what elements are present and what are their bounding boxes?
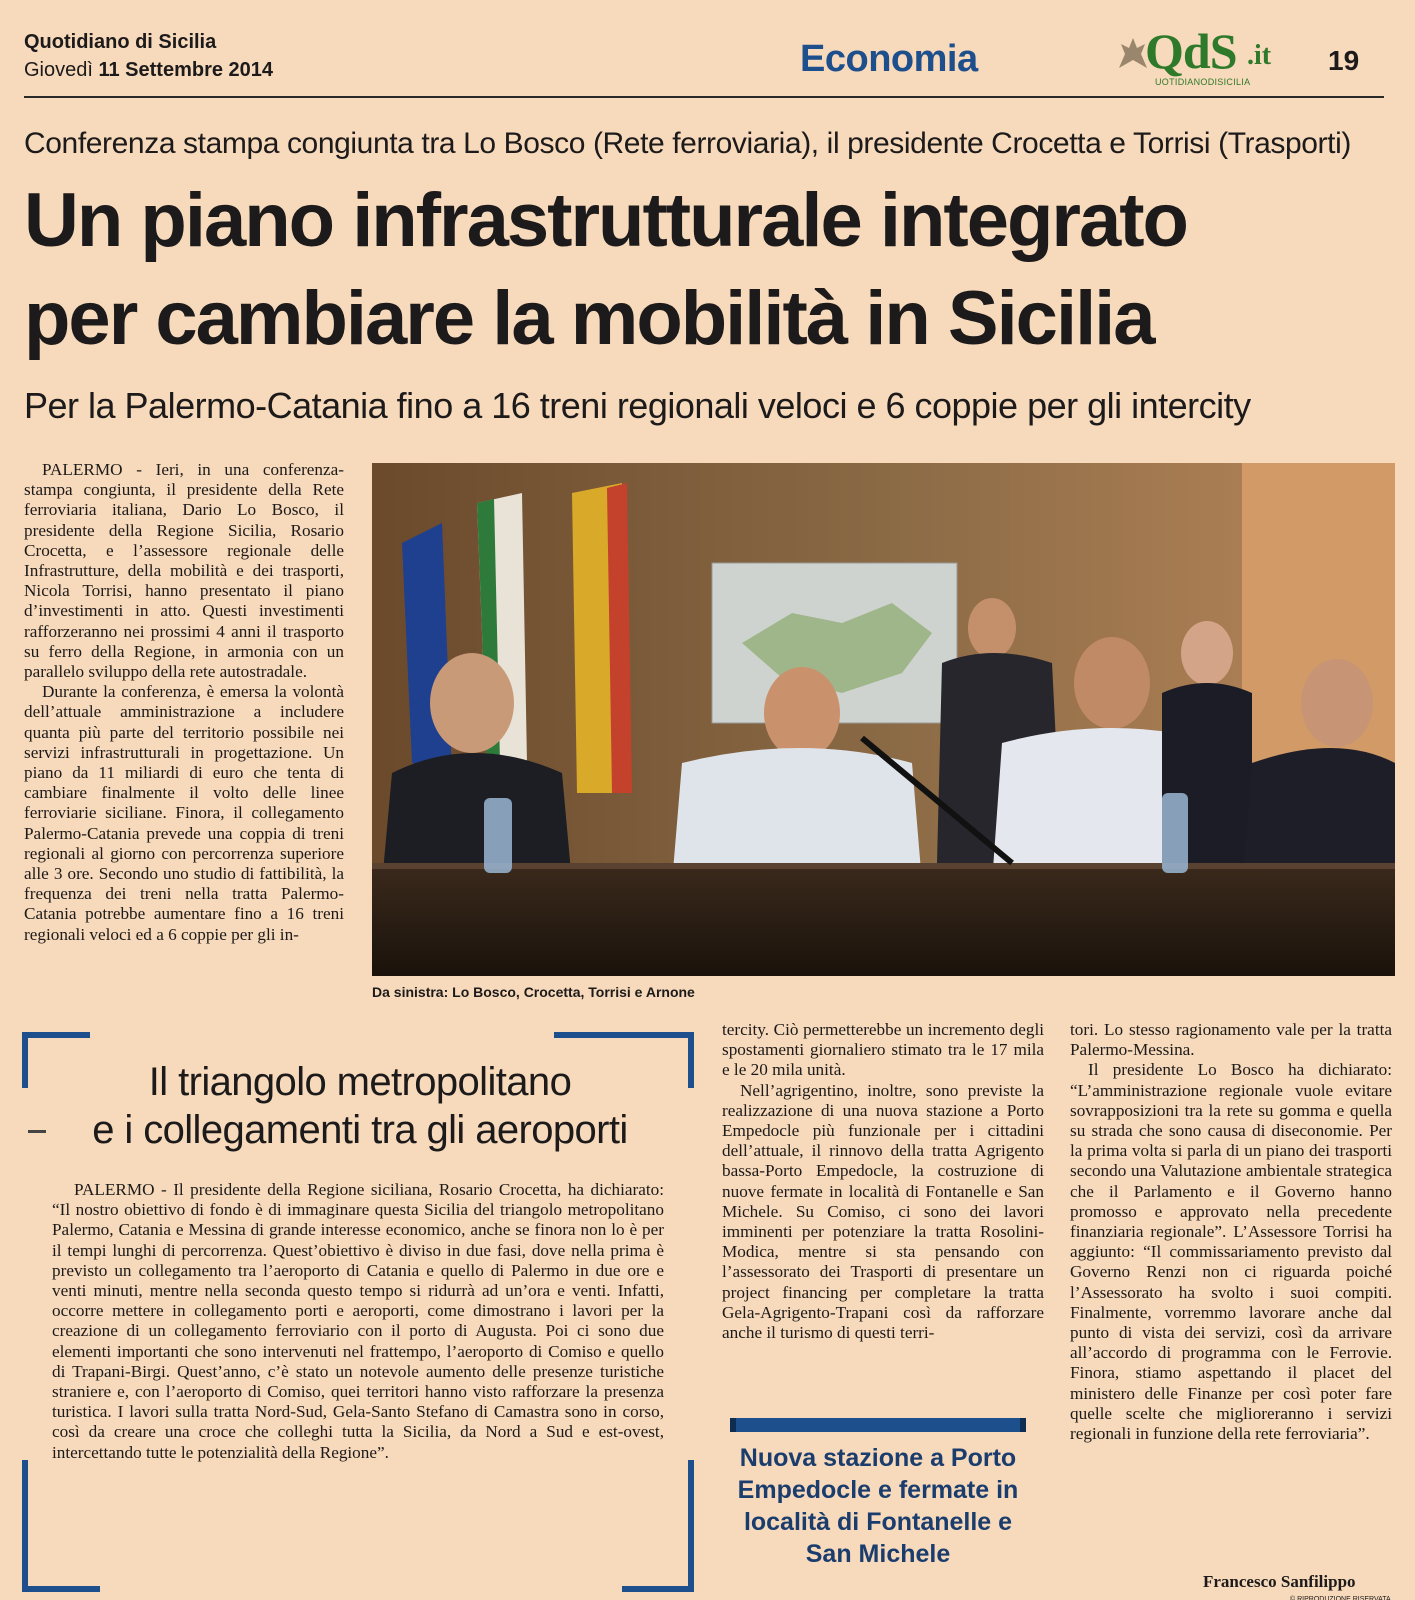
article-column-3 [1070,1020,1392,1444]
publication-name: Quotidiano di Sicilia [24,31,217,53]
pull-quote-bar [730,1418,1026,1432]
logo-suffix: .it [1247,40,1272,71]
issue-date: Giovedì 11 Settembre 2014 [24,59,274,81]
photo-caption: Da sinistra: Lo Bosco, Crocetta, Torrisi e Arnone [372,984,695,1000]
header-divider [24,96,1384,98]
article-column-2 [722,1020,1044,1343]
paragraph: PALERMO - Il presidente della Regione siciliana, Rosario Crocetta, ha dichiarato: “Il nostro obiettivo di fondo è di immaginare questa Sicilia del triangolo metropolitano Palermo, Catania e Messina di grande interesse economico, anche se finora non lo è per il tempi lunghi di percorrenza. Quest’obiettivo è diviso in due fasi, dove nella prima è previsto un collegamento tra l’aeroporto di Catania e quello di Palermo in due ore e venti minuti, mentre nella seconda questo tempo si ridurrà ad un’ora e venti. Infatti, occorre mettere in collegamento porti e aeroporti, come dimostrano i lavori per la creazione di un collegamento ferroviario con il porto di Augusta. Poi ci sono due elementi importanti che sono intervenuti nel frattempo, l’aeroporto di Comiso e quello di Trapani-Birgi. Quest’anno, c’è stato un notevole aumento delle presenze turistiche straniere e, con l’aeroporto di Comiso, quei territori hanno visto rafforzare la presenza turistica. I lavori sulla tratta Nord-Sud, Gela-Santo Stefano di Camastra sono in corso, così da creare una croce che colleghi tutta la Sicilia, da Nord a Sud e est-ovest, intercettando tutte le potenzialità della Regione”. [52,1180,664,1462]
pull-quote [722,1418,1034,1570]
headline-line-2: per cambiare la mobilità in Sicilia [24,276,1154,361]
sidebar-title: Il triangolo metropolitano e i collegamenti tra gli aeroporti [92,1060,628,1152]
qds-logo [1115,22,1295,92]
paragraph: Durante la conferenza, è emersa la volontà dell’attuale amministrazione a includere quanta più parte del territorio possibile nei servizi infrastrutturali in progettazione. Un piano da 11 miliardi di euro che tenta di cambiare finalmente il volto delle linee ferroviarie siciliane. Finora, il collegamento Palermo-Catania prevede una coppia di treni regionali al giorno con percorrenza superiore alle 3 ore. Secondo uno studio di fattibilità, la frequenza dei treni nella tratta Palermo-Catania potrebbe aumentare fino a 16 treni regionali veloci ed a 6 coppie per gli in- [24,682,344,944]
subheadline: Per la Palermo-Catania fino a 16 treni regionali veloci e 6 coppie per gli intercity [24,385,1251,426]
paragraph: Nell’agrigentino, inoltre, sono previste la realizzazione di una nuova stazione a Porto Empedocle più funzionale per i cittadini dell’attuale, il rinnovo della tratta Agrigento bassa-Porto Empedocle, la costruzione di nuove fermate in località di Fontanelle e San Michele. Su Comiso, ci sono dei lavori imminenti per potenziare la tratta Rosolini-Modica, mentre si sta pensando con l’assessorato dei Trasporti di presentare un project financing per completare la tratta Gela-Agrigento-Trapani così da rafforzare anche il turismo di questi terri- [722,1080,1044,1343]
paragraph: PALERMO - Ieri, in una conferenza-stampa congiunta, il presidente della Rete ferroviaria italiana, Dario Lo Bosco, il presidente della Regione Sicilia, Rosario Crocetta, e l’assessore regionale delle Infrastrutture, della mobilità e dei trasporti, Nicola Torrisi, hanno presentato il piano d’investimenti in atto. Questi investimenti rafforzeranno nei prossimi 4 anni il trasporto su ferro della Regione, in armonia con un parallelo sviluppo della rete autostradale. [24,460,344,682]
eagle-emblem-icon [1115,34,1149,74]
press-conference-photo [372,463,1395,976]
headline-line-1: Un piano infrastrutturale integrato [24,178,1187,263]
paragraph: tercity. Ciò permetterebbe un incremento degli spostamenti giornaliero stimato tra le 17 mila e le 20 mila unità. [722,1020,1044,1080]
paragraph: tori. Lo stesso ragionamento vale per la tratta Palermo-Messina. [1070,1020,1392,1060]
headline [24,172,1404,368]
pull-quote-text: Nuova stazione a Porto Empedocle e fermate in località di Fontanelle e San Michele [737,1444,1019,1568]
logo-main: QdS [1145,23,1237,79]
logo-subtitle: UOTIDIANODISICILIA [1155,77,1251,87]
kicker: Conferenza stampa congiunta tra Lo Bosco (Rete ferroviaria), il presidente Crocetta e Torrisi (Trasporti) [24,127,1351,160]
article-column-1 [24,460,344,945]
author-byline: Francesco Sanfilippo [1203,1572,1356,1591]
paragraph: Il presidente Lo Bosco ha dichiarato: “L’amministrazione regionale vuole evitare sovrapposizioni tra la rete su gomma e quella su strada che sono causa di diseconomie. Per la prima volta si parla di un piano dei trasporti secondo una Valutazione ambientale strategica che il Parlamento e il Governo hanno promosso e approvato nella precedente finanziaria regionale”. L’Assessore Torrisi ha aggiunto: “Il commissariamento previsto dal Governo Renzi non ci riguarda poiché l’Assessorato ha svolto i suoi compiti. Finalmente, vorremmo lavorare anche dal punto di vista dei servizi, così da arrivare all’accordo di programma con le Ferrovie. Finora, stiamo aspettando il placet del ministero delle Finanze per così poter fare quelle scelte che miglioreranno i servizi regionali in funzione della rete ferroviaria”. [1070,1060,1392,1444]
page-number: 19 [1328,45,1360,76]
sidebar-text [52,1180,664,1463]
section-title: Economia [800,38,978,80]
reproduction-notice: © RIPRODUZIONE RISERVATA [1290,1596,1391,1600]
